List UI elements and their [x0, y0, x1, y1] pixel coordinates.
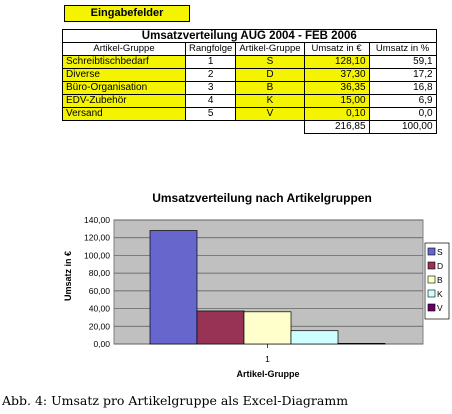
cell-percent: 59,1	[369, 56, 436, 69]
figure-caption: Abb. 4: Umsatz pro Artikelgruppe als Excel-Diagramm	[2, 393, 349, 408]
revenue-bar-chart	[62, 183, 450, 383]
cell-rank: 3	[186, 82, 236, 95]
header-code: Artikel-Gruppe	[236, 43, 304, 56]
legend-label: B	[437, 275, 443, 285]
x-axis-label: Artikel-Gruppe	[236, 369, 300, 379]
y-tick-label: 40,00	[88, 303, 110, 314]
cell-group[interactable]: Schreibtischbedarf	[63, 56, 186, 69]
y-tick-label: 80,00	[88, 268, 110, 279]
y-tick-label: 0,00	[93, 339, 110, 349]
cell-code[interactable]: S	[236, 56, 304, 69]
cell-percent: 17,2	[369, 69, 436, 82]
legend-swatch	[428, 290, 435, 297]
table-row	[63, 82, 437, 95]
y-tick-label: 60,00	[88, 285, 110, 296]
y-tick-label: 100,00	[84, 250, 110, 261]
bar-s	[150, 231, 197, 344]
bar-d	[197, 311, 244, 344]
cell-rank: 1	[186, 56, 236, 69]
cell-revenue[interactable]: 36,35	[304, 82, 369, 95]
header-revenue: Umsatz in €	[304, 43, 369, 56]
cell-code[interactable]: B	[236, 82, 304, 95]
legend-swatch	[428, 276, 435, 283]
cell-code[interactable]: K	[236, 95, 304, 108]
x-tick-label: 1	[265, 354, 270, 364]
cell-code[interactable]: D	[236, 69, 304, 82]
bar-k	[291, 331, 338, 344]
table-row	[63, 69, 437, 82]
cell-revenue[interactable]: 37,30	[304, 69, 369, 82]
cell-rank: 5	[186, 108, 236, 121]
cell-code[interactable]: V	[236, 108, 304, 121]
legend-label: V	[437, 303, 443, 313]
y-tick-label: 20,00	[88, 321, 110, 332]
bar-v	[338, 343, 385, 344]
total-revenue: 216,85	[304, 121, 369, 134]
cell-group[interactable]: EDV-Zubehör	[63, 95, 186, 108]
legend-swatch	[428, 304, 435, 311]
bar-b	[244, 312, 291, 344]
header-rank: Rangfolge	[186, 43, 236, 56]
revenue-table	[62, 29, 437, 134]
cell-percent: 6,9	[369, 95, 436, 108]
legend-label: S	[437, 247, 443, 257]
cell-group[interactable]: Versand	[63, 108, 186, 121]
total-percent: 100,00	[369, 121, 436, 134]
legend-label: D	[437, 261, 444, 271]
totals-row	[63, 121, 437, 134]
table-row	[63, 108, 437, 121]
cell-group[interactable]: Büro-Organisation	[63, 82, 186, 95]
legend-swatch	[428, 248, 435, 255]
legend-swatch	[428, 262, 435, 269]
cell-percent: 0,0	[369, 108, 436, 121]
cell-percent: 16,8	[369, 82, 436, 95]
chart-title: Umsatzverteilung nach Artikelgruppen	[152, 191, 372, 205]
cell-group[interactable]: Diverse	[63, 69, 186, 82]
cell-rank: 4	[186, 95, 236, 108]
table-row	[63, 56, 437, 69]
table-row	[63, 95, 437, 108]
table-title: Umsatzverteilung AUG 2004 - FEB 2006	[63, 30, 437, 43]
y-tick-label: 120,00	[84, 232, 110, 243]
header-percent: Umsatz in %	[369, 43, 436, 56]
cell-revenue[interactable]: 15,00	[304, 95, 369, 108]
input-fields-legend: Eingabefelder	[64, 5, 190, 22]
legend-label: K	[437, 289, 443, 299]
cell-rank: 2	[186, 69, 236, 82]
cell-revenue[interactable]: 0,10	[304, 108, 369, 121]
y-tick-label: 140,00	[84, 215, 110, 225]
cell-revenue[interactable]: 128,10	[304, 56, 369, 69]
y-axis-label: Umsatz in €	[63, 250, 73, 302]
header-group: Artikel-Gruppe	[63, 43, 186, 56]
